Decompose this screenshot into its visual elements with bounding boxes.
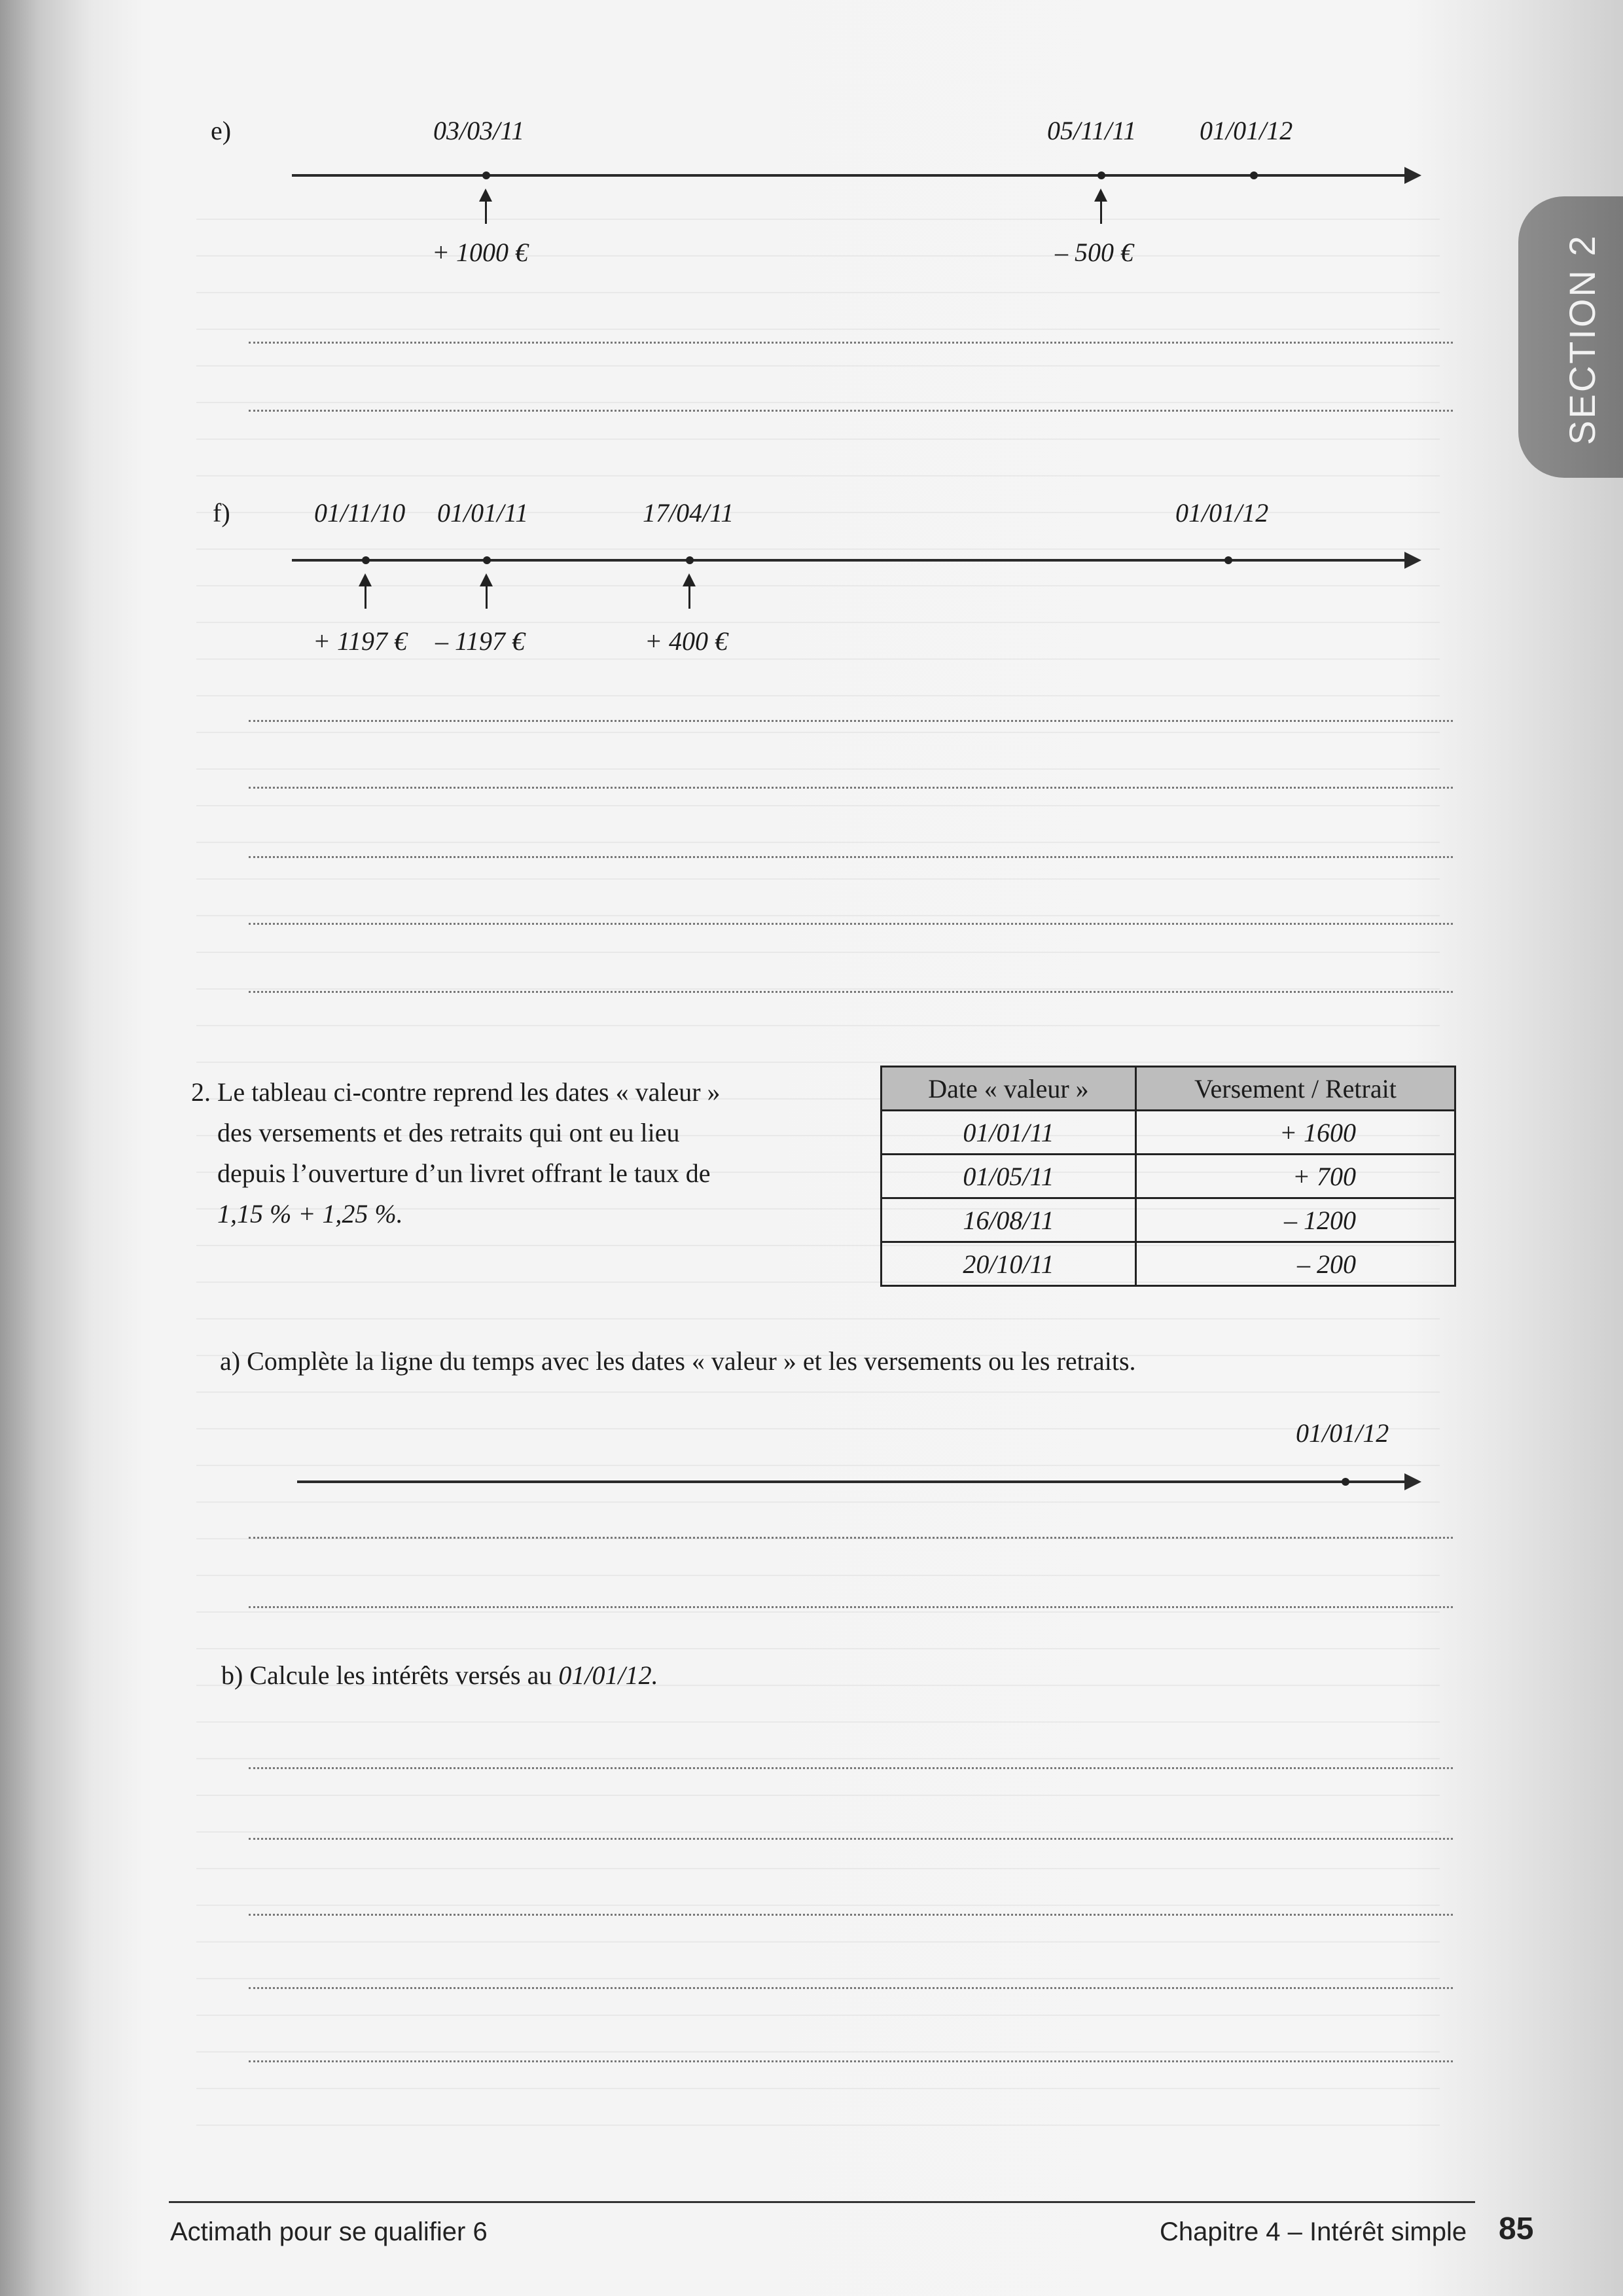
question-2a-text: a) Complète la ligne du temps avec les dates « valeur » et les versements ou les retraits.	[220, 1346, 1136, 1376]
footer-rule	[169, 2201, 1475, 2203]
table-cell-amount: – 200	[1135, 1242, 1455, 1286]
page-number: 85	[1499, 2212, 1534, 2246]
timeline-f-arrow-2	[486, 576, 488, 609]
timeline-e-tick-3	[1250, 171, 1258, 179]
answer-line	[249, 991, 1453, 993]
timeline-e-axis	[292, 174, 1407, 177]
timeline-a-tick	[1342, 1478, 1349, 1486]
timeline-f-amount-3: + 400 €	[645, 626, 728, 656]
timeline-e-arrow-2	[1100, 191, 1102, 224]
answer-line	[249, 1767, 1453, 1769]
timeline-f-axis	[292, 559, 1407, 562]
answer-line	[249, 1838, 1453, 1840]
answer-line	[249, 342, 1453, 344]
question-2-line: depuis l’ouverture d’un livret offrant le taux de	[217, 1158, 711, 1188]
timeline-a-axis	[297, 1480, 1407, 1483]
timeline-f-tick-2	[483, 556, 491, 564]
table-cell-amount: + 700	[1135, 1155, 1455, 1198]
answer-line	[249, 1537, 1453, 1539]
answer-line	[249, 787, 1453, 789]
table-row	[882, 1111, 1455, 1155]
timeline-f-date-2: 01/01/11	[437, 498, 529, 528]
answer-line	[249, 2060, 1453, 2062]
timeline-f-amount-2: – 1197 €	[435, 626, 526, 656]
timeline-f-amount-1: + 1197 €	[313, 626, 408, 656]
timeline-e-date-3: 01/01/12	[1200, 116, 1293, 145]
timeline-e-arrow-1	[485, 191, 487, 224]
question-2-text	[191, 1072, 721, 1234]
answer-line	[249, 1606, 1453, 1608]
value-dates-table	[880, 1066, 1456, 1287]
table-row	[882, 1155, 1455, 1198]
answer-line	[249, 923, 1453, 925]
question-2b-text	[221, 1660, 658, 1691]
table-header-amount: Versement / Retrait	[1135, 1067, 1455, 1111]
question-2-line: des versements et des retraits qui ont eu lieu	[217, 1118, 680, 1147]
table-row	[882, 1198, 1455, 1242]
timeline-f-arrow-3	[688, 576, 690, 609]
exercise-f-label: f)	[213, 498, 230, 528]
answer-line	[249, 1987, 1453, 1989]
answer-line	[249, 1914, 1453, 1916]
question-2b-prefix: b) Calcule les intérêts versés au	[221, 1660, 559, 1690]
table-cell-date: 01/05/11	[882, 1155, 1136, 1198]
table-cell-date: 01/01/11	[882, 1111, 1136, 1155]
timeline-e-amount-2: – 500 €	[1055, 238, 1133, 267]
answer-line	[249, 410, 1453, 412]
question-2-rate: 1,15 % + 1,25 %.	[217, 1199, 403, 1229]
footer-chapter-title: Chapitre 4 – Intérêt simple	[1160, 2217, 1467, 2246]
table-cell-date: 16/08/11	[882, 1198, 1136, 1242]
timeline-f-tick-1	[362, 556, 370, 564]
timeline-e-amount-1: + 1000 €	[432, 238, 528, 267]
table-row	[882, 1242, 1455, 1286]
timeline-e-tick-1	[482, 171, 490, 179]
timeline-f-arrow-1	[365, 576, 366, 609]
table-header-row	[882, 1067, 1455, 1111]
timeline-f-tick-4	[1224, 556, 1232, 564]
timeline-e-date-1: 03/03/11	[433, 116, 525, 145]
footer-book-title: Actimath pour se qualifier 6	[170, 2217, 488, 2246]
timeline-f-date-1: 01/11/10	[314, 498, 406, 528]
section-tab-label: SECTION 2	[1561, 234, 1603, 445]
timeline-e-date-2: 05/11/11	[1047, 116, 1137, 145]
table-header-date: Date « valeur »	[882, 1067, 1136, 1111]
question-2b-date: 01/01/12.	[558, 1660, 658, 1690]
exercise-e-label: e)	[211, 116, 232, 145]
timeline-f-date-4: 01/01/12	[1175, 498, 1269, 528]
timeline-f-tick-3	[686, 556, 694, 564]
timeline-a-date: 01/01/12	[1296, 1418, 1389, 1448]
question-2-line: 2. Le tableau ci-contre reprend les dates « valeur »	[191, 1077, 721, 1107]
answer-line	[249, 856, 1453, 858]
table-cell-amount: + 1600	[1135, 1111, 1455, 1155]
timeline-f-date-3: 17/04/11	[643, 498, 734, 528]
answer-line	[249, 720, 1453, 722]
timeline-e-tick-2	[1097, 171, 1105, 179]
table-cell-amount: – 1200	[1135, 1198, 1455, 1242]
table-cell-date: 20/10/11	[882, 1242, 1136, 1286]
